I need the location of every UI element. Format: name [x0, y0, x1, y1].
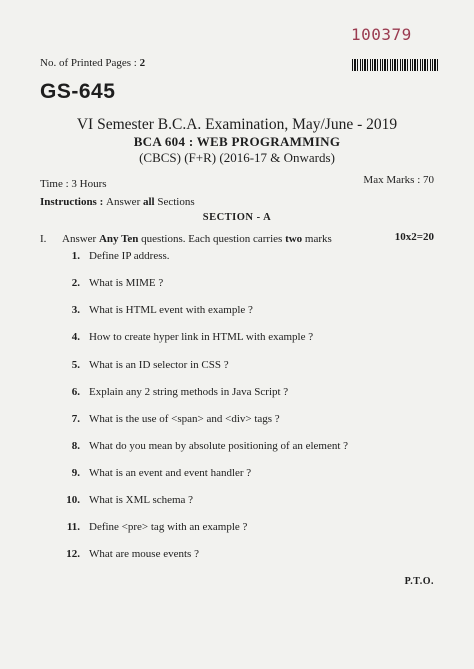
prompt-start: Answer [62, 233, 99, 245]
question-text: Define <pre> tag with an example ? [89, 521, 248, 533]
question-text: What is HTML event with example ? [89, 304, 253, 316]
question-number: 3. [71, 304, 80, 316]
question-number: 2. [71, 277, 80, 289]
question-number: 8. [71, 440, 80, 452]
question-text: What is an ID selector in CSS ? [89, 359, 229, 371]
question-number: 11. [66, 521, 80, 533]
prompt-mid: questions. Each question carries [138, 233, 286, 245]
question-number: 12. [66, 548, 80, 560]
instructions [40, 196, 195, 208]
time-label: Time : 3 Hours [40, 178, 107, 190]
instructions-bold: all [142, 196, 155, 208]
question-number: 5. [71, 359, 80, 371]
subject-title: BCA 604 : WEB PROGRAMMING [133, 134, 341, 149]
question-text: What is XML schema ? [89, 494, 194, 506]
question-prompt [62, 233, 332, 245]
printed-pages-label: No. of Printed Pages : [40, 57, 140, 69]
question-number: 10. [66, 494, 80, 506]
question-marks: 10x2=20 [394, 231, 434, 243]
section-heading: SECTION - A [202, 212, 272, 223]
question-number: 4. [71, 331, 80, 343]
question-number: 6. [71, 386, 80, 398]
prompt-bold-two: two [285, 233, 303, 245]
printed-pages [40, 57, 145, 69]
serial-number: 100379 [351, 25, 412, 44]
paper-code: GS-645 [40, 80, 116, 103]
instructions-text: Answer [106, 196, 143, 208]
question-text: What is the use of <span> and <div> tags ? [89, 413, 280, 425]
question-number: 9. [71, 467, 80, 479]
printed-pages-value: 2 [139, 57, 146, 69]
question-text: What is an event and event handler ? [89, 467, 252, 479]
question-number: 1. [71, 250, 80, 262]
max-marks-label: Max Marks : 70 [363, 174, 434, 186]
exam-title: VI Semester B.C.A. Examination, May/June - 2019 [76, 116, 398, 133]
question-text: What do you mean by absolute positioning of an element ? [89, 440, 349, 452]
prompt-end: marks [302, 233, 332, 245]
question-number: 7. [71, 413, 80, 425]
prompt-bold-any-ten: Any Ten [98, 233, 139, 245]
question-text: Explain any 2 string methods in Java Script ? [89, 386, 289, 398]
question-text: What is MIME ? [89, 277, 164, 289]
question-text: Define IP address. [89, 250, 170, 262]
instructions-label: Instructions : [40, 196, 107, 208]
barcode-image [352, 59, 440, 71]
instructions-end: Sections [154, 196, 195, 208]
question-text: What are mouse events ? [89, 548, 199, 560]
pto-label: P.T.O. [404, 576, 434, 587]
scheme-line: (CBCS) (F+R) (2016-17 & Onwards) [139, 150, 335, 165]
question-roman-number: I. [40, 233, 47, 245]
question-text: How to create hyper link in HTML with example ? [89, 331, 314, 343]
